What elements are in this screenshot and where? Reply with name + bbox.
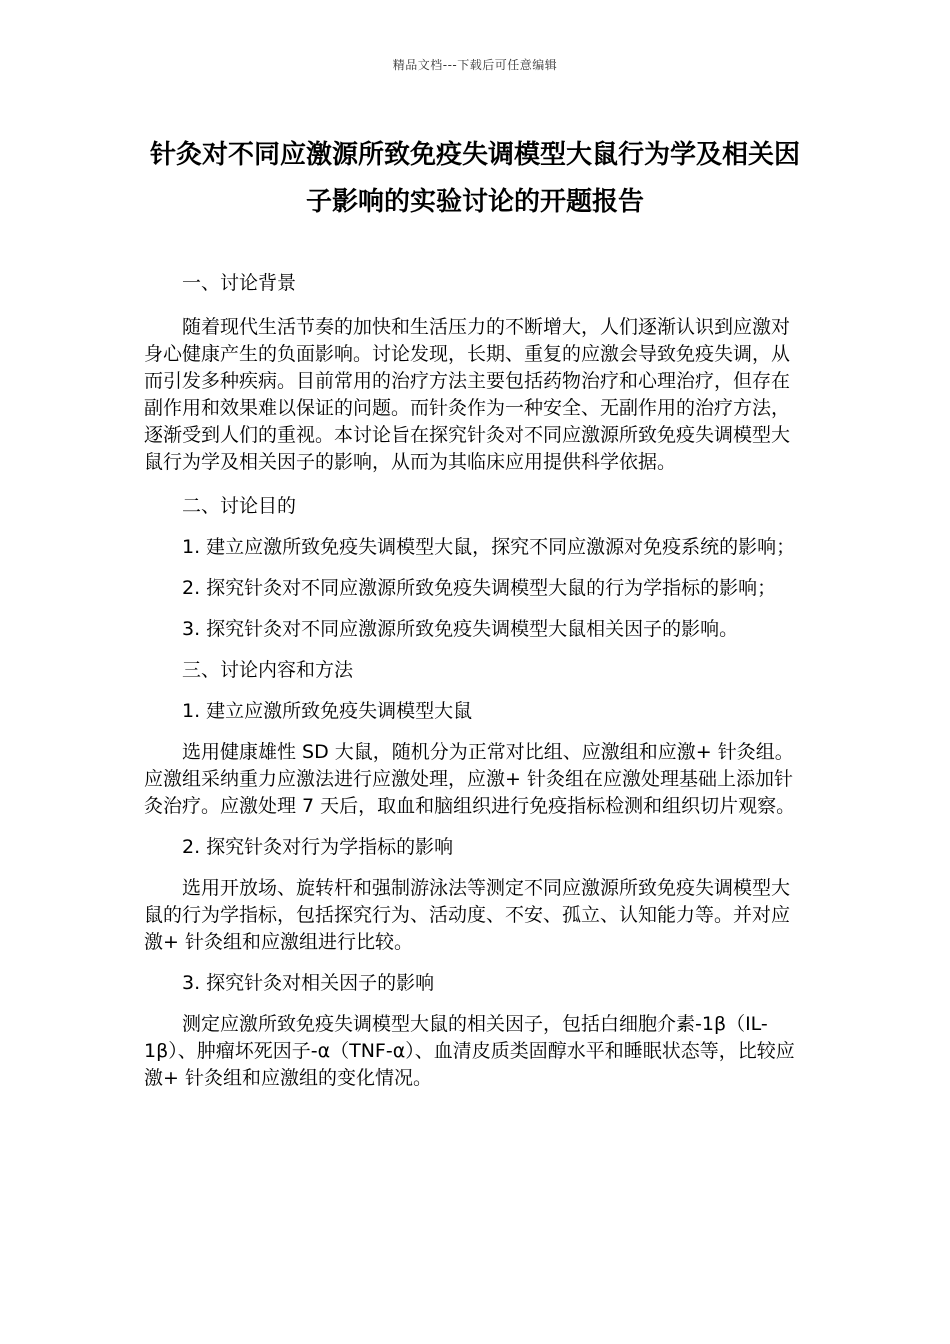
purpose-item-1: 1. 建立应激所致免疫失调模型大鼠，探究不同应激源对免疫系统的影响；: [182, 536, 796, 558]
section-heading-purpose: 二、讨论目的: [182, 495, 297, 517]
paragraph-methods-1: 选用健康雄性 SD 大鼠，随机分为正常对比组、应激组和应激+ 针灸组。应激组采纳重力应激法进行应激处理，应激+ 针灸组在应激处理基础上添加针灸治疗。应激处理 7 天后，取血和脑组织进行免疫指标检测和组织切片观察。: [144, 741, 796, 817]
methods-subheading-3: 3. 探究针灸对相关因子的影响: [182, 972, 435, 994]
methods-subheading-2: 2. 探究针灸对行为学指标的影响: [182, 836, 454, 858]
paragraph-methods-3: 测定应激所致免疫失调模型大鼠的相关因子，包括白细胞介素-1β（IL-1β）、肿瘤坏死因子-α（TNF-α）、血清皮质类固醇水平和睡眠状态等，比较应激+ 针灸组和应激组的变化情况。: [144, 1013, 795, 1089]
document-body: [144, 270, 804, 1092]
document-title: 针灸对不同应激源所致免疫失调模型大鼠行为学及相关因子影响的实验讨论的开题报告: [149, 140, 800, 217]
methods-subheading-1: 1. 建立应激所致免疫失调模型大鼠: [182, 700, 473, 722]
purpose-item-3: 3. 探究针灸对不同应激源所致免疫失调模型大鼠相关因子的影响。: [182, 618, 739, 640]
paragraph-methods-2: 选用开放场、旋转杆和强制游泳法等测定不同应激源所致免疫失调模型大鼠的行为学指标，包括探究行为、活动度、不安、孤立、认知能力等。并对应激+ 针灸组和应激组进行比较。: [144, 877, 791, 953]
section-heading-methods: 三、讨论内容和方法: [182, 659, 354, 681]
header-note: 精品文档---下载后可任意编辑: [392, 58, 558, 72]
paragraph-background: 随着现代生活节奏的加快和生活压力的不断增大，人们逐渐认识到应激对身心健康产生的负面影响。讨论发现，长期、重复的应激会导致免疫失调，从而引发多种疾病。目前常用的治疗方法主要包括药物治疗和心理治疗，但存在副作用和效果难以保证的问题。而针灸作为一种安全、无副作用的治疗方法，逐渐受到人们的重视。本讨论旨在探究针灸对不同应激源所致免疫失调模型大鼠行为学及相关因子的影响，从而为其临床应用提供科学依据。: [144, 316, 791, 473]
purpose-item-2: 2. 探究针灸对不同应激源所致免疫失调模型大鼠的行为学指标的影响；: [182, 577, 777, 599]
section-heading-background: 一、讨论背景: [182, 272, 297, 294]
